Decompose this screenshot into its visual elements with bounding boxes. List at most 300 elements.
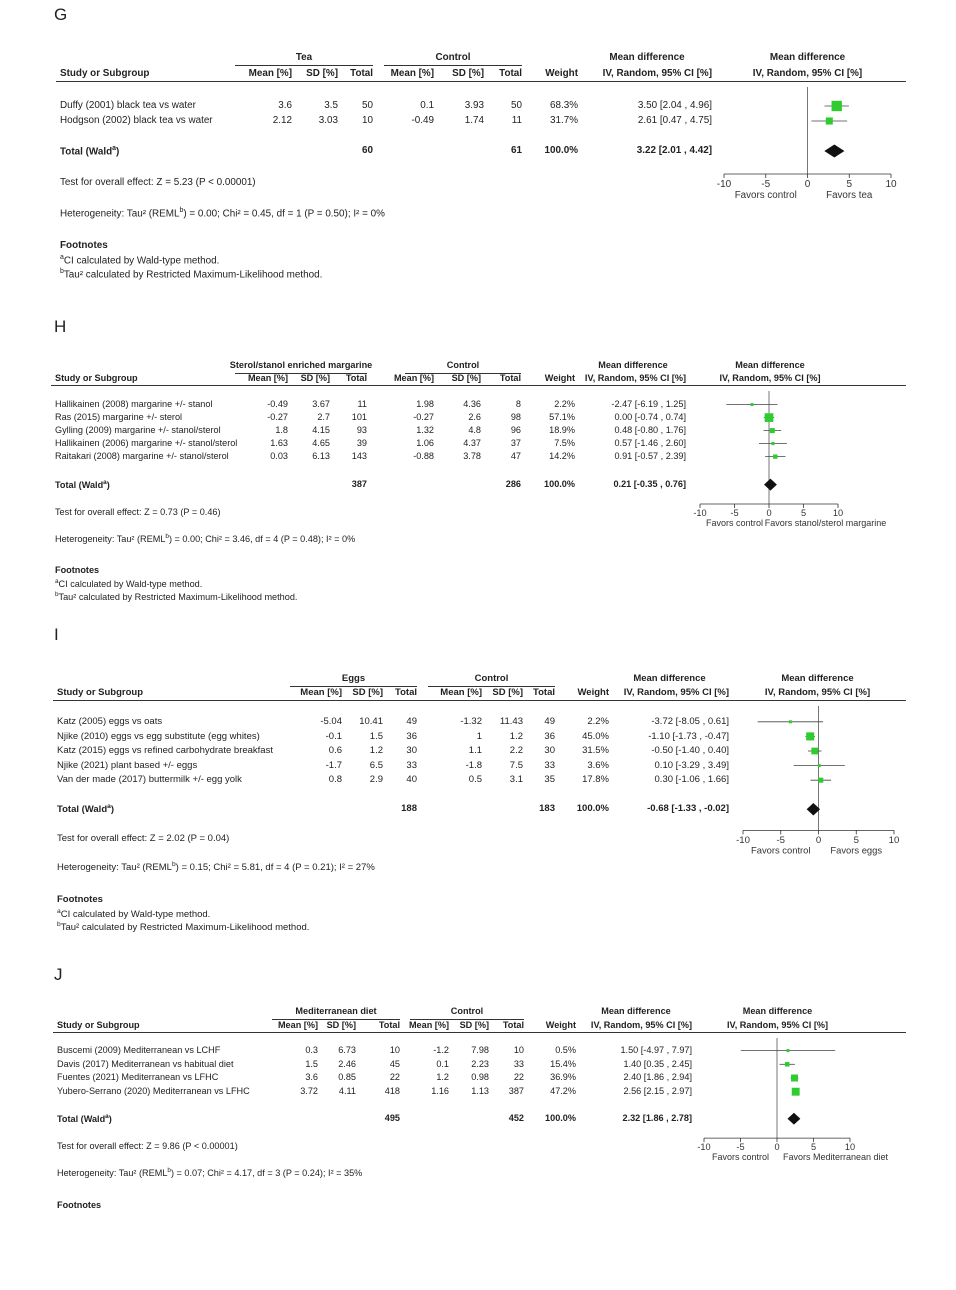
heterogeneity-post: ) = 0.15; Chi² = 5.81, df = 4 (P = 0.21); I² = 27%	[176, 863, 375, 874]
mean-control: 1.1	[469, 746, 482, 756]
footnote-a-sup: a	[57, 908, 61, 915]
test-overall-effect: Test for overall effect: Z = 2.02 (P = 0.04)	[57, 834, 229, 844]
heterogeneity-sup: b	[179, 207, 183, 214]
mean-control: 1.2	[436, 1073, 449, 1082]
col-weight: Weight	[545, 374, 575, 383]
total-label-sup: a	[103, 479, 107, 486]
mean-intervention: 2.12	[273, 116, 292, 126]
total-n-intervention: 188	[401, 804, 417, 814]
mean-intervention: 3.6	[305, 1073, 318, 1082]
col-sd-control: SD [%]	[452, 374, 481, 383]
x-axis-tick-label: -10	[717, 179, 732, 190]
total-weight: 100.0%	[545, 1114, 576, 1123]
sd-intervention: 10.41	[359, 717, 383, 727]
sd-intervention: 3.67	[312, 400, 330, 409]
heterogeneity-sup: b	[172, 861, 176, 868]
pooled-diamond	[764, 479, 777, 491]
favors-right-label: Favors stanol/sterol margarine	[765, 518, 887, 528]
col-total-control: Total	[499, 69, 522, 79]
sd-control: 1.2	[510, 732, 523, 742]
study-name: Fuentes (2021) Mediterranean vs LFHC	[57, 1073, 218, 1082]
total-label-text: Total (Wald	[60, 146, 112, 157]
x-axis-tick-label: 10	[845, 1142, 855, 1152]
col-mean-intervention: Mean [%]	[300, 688, 342, 698]
col-mean-intervention: Mean [%]	[248, 374, 288, 383]
n-control: 96	[511, 426, 521, 435]
mean-control: 1.16	[431, 1087, 449, 1096]
effect-square-marker	[773, 454, 777, 458]
study-name: Gylling (2009) margarine +/- stanol/sterol	[55, 426, 221, 435]
pooled-diamond	[787, 1113, 800, 1125]
md-header: Mean difference	[520, 674, 820, 684]
sd-control: 1.74	[465, 116, 484, 126]
mean-intervention: -5.04	[320, 717, 342, 727]
footnote-a	[60, 255, 219, 266]
n-intervention: 93	[357, 426, 367, 435]
col-study: Study or Subgroup	[60, 69, 149, 79]
col-total-control: Total	[503, 1021, 524, 1030]
x-axis-tick-label: -5	[761, 179, 770, 190]
sd-control: 7.5	[510, 761, 523, 771]
favors-left-label: Favors control	[751, 844, 811, 855]
md-ci-value: 0.57 [-1.46 , 2.60]	[614, 439, 686, 448]
total-label-text: Total (Wald	[55, 480, 103, 490]
study-name: Hallikainen (2006) margarine +/- stanol/sterol	[55, 439, 237, 448]
forest-plot	[0, 389, 956, 544]
effect-square-marker	[771, 442, 774, 445]
mean-intervention: 0.3	[305, 1046, 318, 1055]
n-control: 37	[511, 439, 521, 448]
study-name: Hallikainen (2008) margarine +/- stanol	[55, 400, 213, 409]
col-sd-intervention: SD [%]	[352, 688, 383, 698]
md-ci-value: 0.00 [-0.74 , 0.74]	[614, 413, 686, 422]
mean-control: -1.8	[466, 761, 482, 771]
n-control: 35	[544, 775, 555, 785]
heterogeneity-post: ) = 0.00; Chi² = 3.46, df = 4 (P = 0.48); I² = 0%	[169, 534, 355, 544]
favors-left-label: Favors control	[706, 518, 763, 528]
n-intervention: 30	[406, 746, 417, 756]
total-md-ci: -0.68 [-1.33 , -0.02]	[647, 804, 729, 814]
mean-control: 1.98	[416, 400, 434, 409]
col-total-control: Total	[500, 374, 521, 383]
favors-right-label: Favors Mediterranean diet	[783, 1152, 889, 1162]
n-control: 98	[511, 413, 521, 422]
footnote-b-text: Tau² calculated by Restricted Maximum-Likelihood method.	[61, 922, 310, 933]
favors-left-label: Favors control	[712, 1152, 769, 1162]
sd-control: 2.2	[510, 746, 523, 756]
weight-value: 7.5%	[554, 439, 575, 448]
sd-control: 1.13	[471, 1087, 489, 1096]
md-header: Mean difference	[497, 53, 797, 63]
mean-control: 1.32	[416, 426, 434, 435]
control-group-header: Control	[342, 674, 642, 684]
study-name: Duffy (2001) black tea vs water	[60, 101, 196, 111]
heterogeneity-post: ) = 0.07; Chi² = 4.17, df = 3 (P = 0.24); I² = 35%	[171, 1168, 362, 1178]
col-study: Study or Subgroup	[57, 1021, 140, 1030]
n-control: 30	[544, 746, 555, 756]
md-ci-value: 0.48 [-0.80 , 1.76]	[614, 426, 686, 435]
heterogeneity-pre: Heterogeneity: Tau² (REML	[55, 534, 165, 544]
sd-control: 2.23	[471, 1060, 489, 1069]
sd-control: 2.6	[468, 413, 481, 422]
footnote-b	[60, 269, 322, 280]
effect-square-marker	[785, 1062, 790, 1067]
study-name: Njike (2010) eggs vs egg substitute (egg whites)	[57, 732, 260, 742]
mean-intervention: 1.63	[270, 439, 288, 448]
x-axis-tick-label: 5	[811, 1142, 816, 1152]
col-total-intervention: Total	[379, 1021, 400, 1030]
mean-control: 0.1	[420, 101, 434, 111]
footnotes-title-partial: Footnotes	[57, 1201, 101, 1210]
effect-square-marker	[789, 720, 792, 723]
total-weight: 100.0%	[544, 480, 575, 489]
col-study: Study or Subgroup	[55, 374, 138, 383]
sd-intervention: 6.5	[370, 761, 383, 771]
col-weight: Weight	[545, 69, 578, 79]
total-weight: 100.0%	[545, 146, 579, 156]
footnote-a-text: CI calculated by Wald-type method.	[59, 579, 203, 589]
sd-intervention: 4.15	[312, 426, 330, 435]
weight-value: 45.0%	[582, 732, 609, 742]
effect-square-marker	[826, 117, 833, 124]
n-intervention: 33	[406, 761, 417, 771]
x-axis-tick-label: -5	[736, 1142, 744, 1152]
sd-intervention: 1.2	[370, 746, 383, 756]
control-group-rule	[384, 65, 522, 66]
n-intervention: 22	[390, 1073, 400, 1082]
total-n-intervention: 387	[352, 480, 367, 489]
md-ci-value: -1.10 [-1.73 , -0.47]	[648, 732, 729, 742]
heterogeneity-pre: Heterogeneity: Tau² (REML	[60, 208, 179, 219]
x-axis-tick-label: 10	[885, 179, 897, 190]
footnote-b-text: Tau² calculated by Restricted Maximum-Likelihood method.	[59, 592, 298, 602]
study-name: Yubero-Serrano (2020) Mediterranean vs LFHC	[57, 1087, 250, 1096]
n-control: 36	[544, 732, 555, 742]
x-axis-tick-label: -5	[730, 508, 738, 518]
mean-intervention: 0.03	[270, 452, 288, 461]
n-control: 11	[512, 116, 522, 126]
md-ci-value: 1.40 [0.35 , 2.45]	[624, 1060, 693, 1069]
md-ci-value: -2.47 [-6.19 , 1.25]	[611, 400, 686, 409]
effect-square-marker	[770, 428, 775, 433]
total-n-control: 452	[509, 1114, 524, 1123]
n-control: 8	[516, 400, 521, 409]
study-name: Katz (2015) eggs vs refined carbohydrate breakfast	[57, 746, 273, 756]
x-axis-tick-label: -10	[693, 508, 706, 518]
plot-md-header: Mean difference	[620, 361, 920, 370]
plot-md-header: Mean difference	[658, 53, 956, 63]
weight-value: 36.9%	[550, 1073, 576, 1082]
n-intervention: 45	[390, 1060, 400, 1069]
col-plot-method: IV, Random, 95% CI [%]	[620, 374, 920, 383]
col-mean-control: Mean [%]	[391, 69, 434, 79]
col-weight: Weight	[546, 1021, 576, 1030]
effect-square-marker	[806, 732, 814, 740]
weight-value: 31.5%	[582, 746, 609, 756]
x-axis-tick-label: 0	[774, 1142, 779, 1152]
total-weight: 100.0%	[577, 804, 609, 814]
col-mean-intervention: Mean [%]	[249, 69, 292, 79]
weight-value: 17.8%	[582, 775, 609, 785]
test-overall-effect: Test for overall effect: Z = 5.23 (P < 0.00001)	[60, 178, 256, 188]
sd-control: 4.8	[468, 426, 481, 435]
footnote-b	[57, 922, 309, 933]
total-label-sup: a	[105, 1113, 109, 1120]
footnotes-title: Footnotes	[55, 566, 99, 575]
total-md-ci: 0.21 [-0.35 , 0.76]	[613, 480, 686, 489]
mean-intervention: 0.6	[329, 746, 342, 756]
sd-control: 3.78	[463, 452, 481, 461]
sd-intervention: 0.85	[338, 1073, 356, 1082]
footnote-a	[55, 579, 202, 589]
favors-right-label: Favors eggs	[830, 844, 882, 855]
effect-square-marker	[818, 764, 821, 767]
total-md-ci: 3.22 [2.01 , 4.42]	[637, 146, 712, 156]
footnote-b-sup: b	[60, 268, 64, 275]
mean-control: -1.32	[460, 717, 482, 727]
x-axis-tick-label: -10	[697, 1142, 710, 1152]
plot-md-header: Mean difference	[668, 674, 956, 684]
md-header: Mean difference	[486, 1007, 786, 1016]
mean-control: 0.5	[469, 775, 482, 785]
weight-value: 31.7%	[550, 116, 578, 126]
sd-intervention: 6.13	[312, 452, 330, 461]
col-mean-control: Mean [%]	[394, 374, 434, 383]
n-intervention: 40	[406, 775, 417, 785]
sd-control: 3.1	[510, 775, 523, 785]
sd-intervention: 2.7	[317, 413, 330, 422]
heterogeneity-sup: b	[165, 533, 169, 540]
md-ci-value: 0.91 [-0.57 , 2.39]	[614, 452, 686, 461]
pooled-diamond	[824, 145, 844, 158]
x-axis-tick-label: 0	[816, 835, 821, 846]
mean-control: 0.1	[436, 1060, 449, 1069]
sd-control: 11.43	[500, 717, 523, 727]
col-md-method: IV, Random, 95% CI [%]	[603, 69, 712, 79]
md-ci-value: -0.50 [-1.40 , 0.40]	[651, 746, 729, 756]
weight-value: 15.4%	[550, 1060, 576, 1069]
col-md-method: IV, Random, 95% CI [%]	[624, 688, 729, 698]
total-label-sup: a	[107, 803, 111, 810]
forest-plot	[0, 85, 956, 214]
md-ci-value: 2.61 [0.47 , 4.75]	[638, 116, 712, 126]
table-header-rule	[56, 81, 906, 82]
footnote-a-sup: a	[60, 254, 64, 261]
table-header-rule	[53, 1032, 906, 1033]
col-total-intervention: Total	[395, 688, 417, 698]
weight-value: 0.5%	[555, 1046, 576, 1055]
n-control: 33	[514, 1060, 524, 1069]
sd-control: 4.37	[463, 439, 481, 448]
sd-intervention: 2.46	[338, 1060, 356, 1069]
col-sd-control: SD [%]	[452, 69, 484, 79]
footnote-a-sup: a	[55, 578, 59, 585]
md-header: Mean difference	[483, 361, 783, 370]
intervention-group-header: Mediterranean diet	[186, 1007, 486, 1016]
sd-control: 0.98	[471, 1073, 489, 1082]
weight-value: 3.6%	[587, 761, 609, 771]
effect-square-marker	[791, 1075, 798, 1082]
footnotes-title: Footnotes	[57, 895, 103, 905]
n-intervention: 50	[362, 101, 373, 111]
md-ci-value: 0.10 [-3.29 , 3.49]	[655, 761, 729, 771]
sd-intervention: 3.5	[324, 101, 338, 111]
study-name: Hodgson (2002) black tea vs water	[60, 116, 213, 126]
n-control: 10	[514, 1046, 524, 1055]
mean-control: -0.27	[413, 413, 434, 422]
total-label-sup: a	[112, 145, 116, 152]
col-total-control: Total	[533, 688, 555, 698]
col-sd-control: SD [%]	[460, 1021, 489, 1030]
mean-control: -1.2	[433, 1046, 449, 1055]
table-header-rule	[51, 385, 906, 386]
control-group-header: Control	[317, 1007, 617, 1016]
mean-intervention: -0.27	[267, 413, 288, 422]
sd-intervention: 6.73	[338, 1046, 356, 1055]
md-ci-value: 1.50 [-4.97 , 7.97]	[620, 1046, 692, 1055]
total-n-intervention: 60	[362, 146, 373, 156]
mean-control: 1	[477, 732, 482, 742]
sd-control: 4.36	[463, 400, 481, 409]
x-axis-tick-label: 0	[805, 179, 811, 190]
total-label-close: )	[116, 146, 119, 157]
panel-i	[0, 620, 956, 950]
n-intervention: 39	[357, 439, 367, 448]
col-sd-intervention: SD [%]	[301, 374, 330, 383]
footnote-b-sup: b	[57, 921, 61, 928]
sd-control: 7.98	[471, 1046, 489, 1055]
x-axis-tick-label: -10	[736, 835, 750, 846]
sd-intervention: 4.11	[339, 1087, 356, 1096]
x-axis-tick-label: 0	[766, 508, 771, 518]
col-weight: Weight	[578, 688, 610, 698]
n-control: 387	[509, 1087, 524, 1096]
sd-intervention: 2.9	[370, 775, 383, 785]
study-name: Buscemi (2009) Mediterranean vs LCHF	[57, 1046, 220, 1055]
mean-control: -0.49	[411, 116, 434, 126]
study-name: Njike (2021) plant based +/- eggs	[57, 761, 197, 771]
footnote-b	[55, 592, 297, 602]
col-md-method: IV, Random, 95% CI [%]	[591, 1021, 692, 1030]
intervention-group-header: Eggs	[204, 674, 504, 684]
heterogeneity-sup: b	[167, 1167, 171, 1174]
total-n-control: 286	[506, 480, 521, 489]
n-intervention: 36	[406, 732, 417, 742]
footnote-a-text: CI calculated by Wald-type method.	[61, 909, 211, 920]
mean-intervention: -1.7	[326, 761, 342, 771]
effect-square-marker	[832, 101, 842, 111]
weight-value: 18.9%	[549, 426, 575, 435]
x-axis-tick-label: 10	[889, 835, 900, 846]
effect-square-marker	[765, 413, 774, 422]
sd-intervention: 4.65	[312, 439, 330, 448]
total-label-text: Total (Wald	[57, 1114, 105, 1124]
plot-md-header: Mean difference	[628, 1007, 928, 1016]
total-label-close: )	[111, 805, 114, 816]
n-control: 33	[544, 761, 555, 771]
study-name: Van der made (2017) buttermilk +/- egg yolk	[57, 775, 242, 785]
n-control: 47	[511, 452, 521, 461]
panel-g	[0, 0, 956, 330]
forest-plot	[0, 1036, 956, 1178]
footnote-a	[57, 909, 210, 920]
total-label-close: )	[109, 1114, 112, 1124]
panel-h	[0, 312, 956, 642]
table-header-rule	[53, 700, 906, 701]
n-intervention: 11	[358, 400, 367, 409]
total-n-intervention: 495	[385, 1114, 400, 1123]
mean-intervention: -0.49	[267, 400, 288, 409]
mean-intervention: -0.1	[326, 732, 342, 742]
favors-left-label: Favors control	[735, 190, 797, 201]
effect-square-marker	[792, 1088, 800, 1096]
n-intervention: 143	[352, 452, 367, 461]
col-total-intervention: Total	[346, 374, 367, 383]
n-intervention: 10	[390, 1046, 400, 1055]
mean-intervention: 3.6	[278, 101, 292, 111]
effect-square-marker	[818, 778, 823, 783]
panel-letter: I	[54, 626, 59, 643]
mean-intervention: 1.5	[305, 1060, 318, 1069]
total-n-control: 183	[539, 804, 555, 814]
favors-right-label: Favors tea	[826, 190, 873, 201]
panel-j	[0, 960, 956, 1290]
x-axis-tick-label: 5	[846, 179, 852, 190]
footnotes-title: Footnotes	[60, 241, 108, 251]
weight-value: 68.3%	[550, 101, 578, 111]
col-total-intervention: Total	[350, 69, 373, 79]
col-mean-control: Mean [%]	[409, 1021, 449, 1030]
md-ci-value: 2.56 [2.15 , 2.97]	[624, 1087, 693, 1096]
n-intervention: 418	[385, 1087, 400, 1096]
effect-square-marker	[750, 403, 753, 406]
col-sd-control: SD [%]	[492, 688, 523, 698]
test-overall-effect: Test for overall effect: Z = 0.73 (P = 0.46)	[55, 508, 221, 517]
mean-intervention: 1.8	[275, 426, 288, 435]
weight-value: 47.2%	[550, 1087, 576, 1096]
total-label-text: Total (Wald	[57, 805, 107, 816]
mean-control: 1.06	[416, 439, 434, 448]
x-axis-tick-label: 10	[833, 508, 843, 518]
heterogeneity-post: ) = 0.00; Chi² = 0.45, df = 1 (P = 0.50); I² = 0%	[183, 208, 385, 219]
test-overall-effect: Test for overall effect: Z = 9.86 (P < 0.00001)	[57, 1142, 238, 1151]
col-md-method: IV, Random, 95% CI [%]	[585, 374, 686, 383]
sd-intervention: 1.5	[370, 732, 383, 742]
weight-value: 2.2%	[587, 717, 609, 727]
n-control: 22	[514, 1073, 524, 1082]
md-ci-value: 0.30 [-1.06 , 1.66]	[655, 775, 729, 785]
effect-square-marker	[811, 748, 818, 755]
mean-intervention: 3.72	[300, 1087, 318, 1096]
x-axis-tick-label: 5	[854, 835, 859, 846]
control-group-header: Control	[303, 53, 603, 63]
intervention-group-header: Sterol/stanol enriched margarine	[151, 361, 451, 370]
panel-letter: H	[54, 318, 66, 335]
intervention-group-header: Tea	[154, 53, 454, 63]
md-ci-value: 3.50 [2.04 , 4.96]	[638, 101, 712, 111]
intervention-group-rule	[235, 65, 373, 66]
n-intervention: 49	[406, 717, 417, 727]
footnote-b-text: Tau² calculated by Restricted Maximum-Likelihood method.	[64, 269, 323, 280]
weight-value: 14.2%	[549, 452, 575, 461]
col-plot-method: IV, Random, 95% CI [%]	[628, 1021, 928, 1030]
study-name: Davis (2017) Mediterranean vs habitual diet	[57, 1060, 234, 1069]
study-name: Ras (2015) margarine +/- sterol	[55, 413, 182, 422]
total-n-control: 61	[511, 146, 522, 156]
x-axis-tick-label: -5	[776, 835, 785, 846]
n-control: 50	[511, 101, 522, 111]
forest-plot	[0, 704, 956, 870]
